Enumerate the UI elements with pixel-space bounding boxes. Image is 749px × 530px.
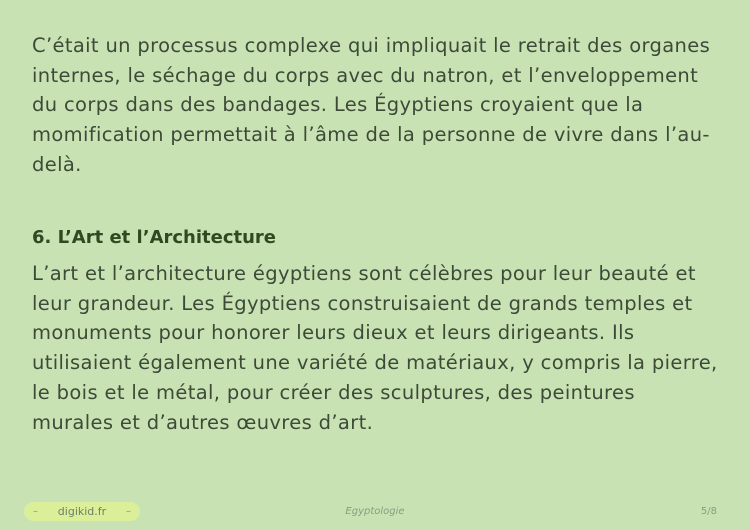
footer-dash-right: – xyxy=(125,506,131,517)
paragraph-art-architecture: L’art et l’architecture égyptiens sont célèbres pour leur beauté et leur grandeur. Les Égyptiens construisaient de grands temples et monuments pour honorer leurs dieux et leurs dirigeants. Ils utilisaient également une variété de matériaux, y compris la pierre, le bois et le métal, pour créer des sculptures, des peintures murales et d’autres œuvres d’art. xyxy=(32,262,718,434)
paragraph-mummification: C’était un processus complexe qui impliquait le retrait des organes internes, le séchage du corps avec du natron, et l’enveloppement du corps dans des bandages. Les Égyptiens croyaient que la momification permettait à l’âme de la personne de vivre dans l’au-delà. xyxy=(32,34,711,176)
footer-dash-left: – xyxy=(33,506,38,517)
footer-site-label: digikid.fr xyxy=(57,505,107,518)
section-heading: 6. L’Art et l’Architecture xyxy=(32,227,277,248)
footer-site-link[interactable] xyxy=(24,502,140,521)
footer-subject: Egyptologie xyxy=(345,506,405,517)
page-number: 5/8 xyxy=(700,506,717,517)
